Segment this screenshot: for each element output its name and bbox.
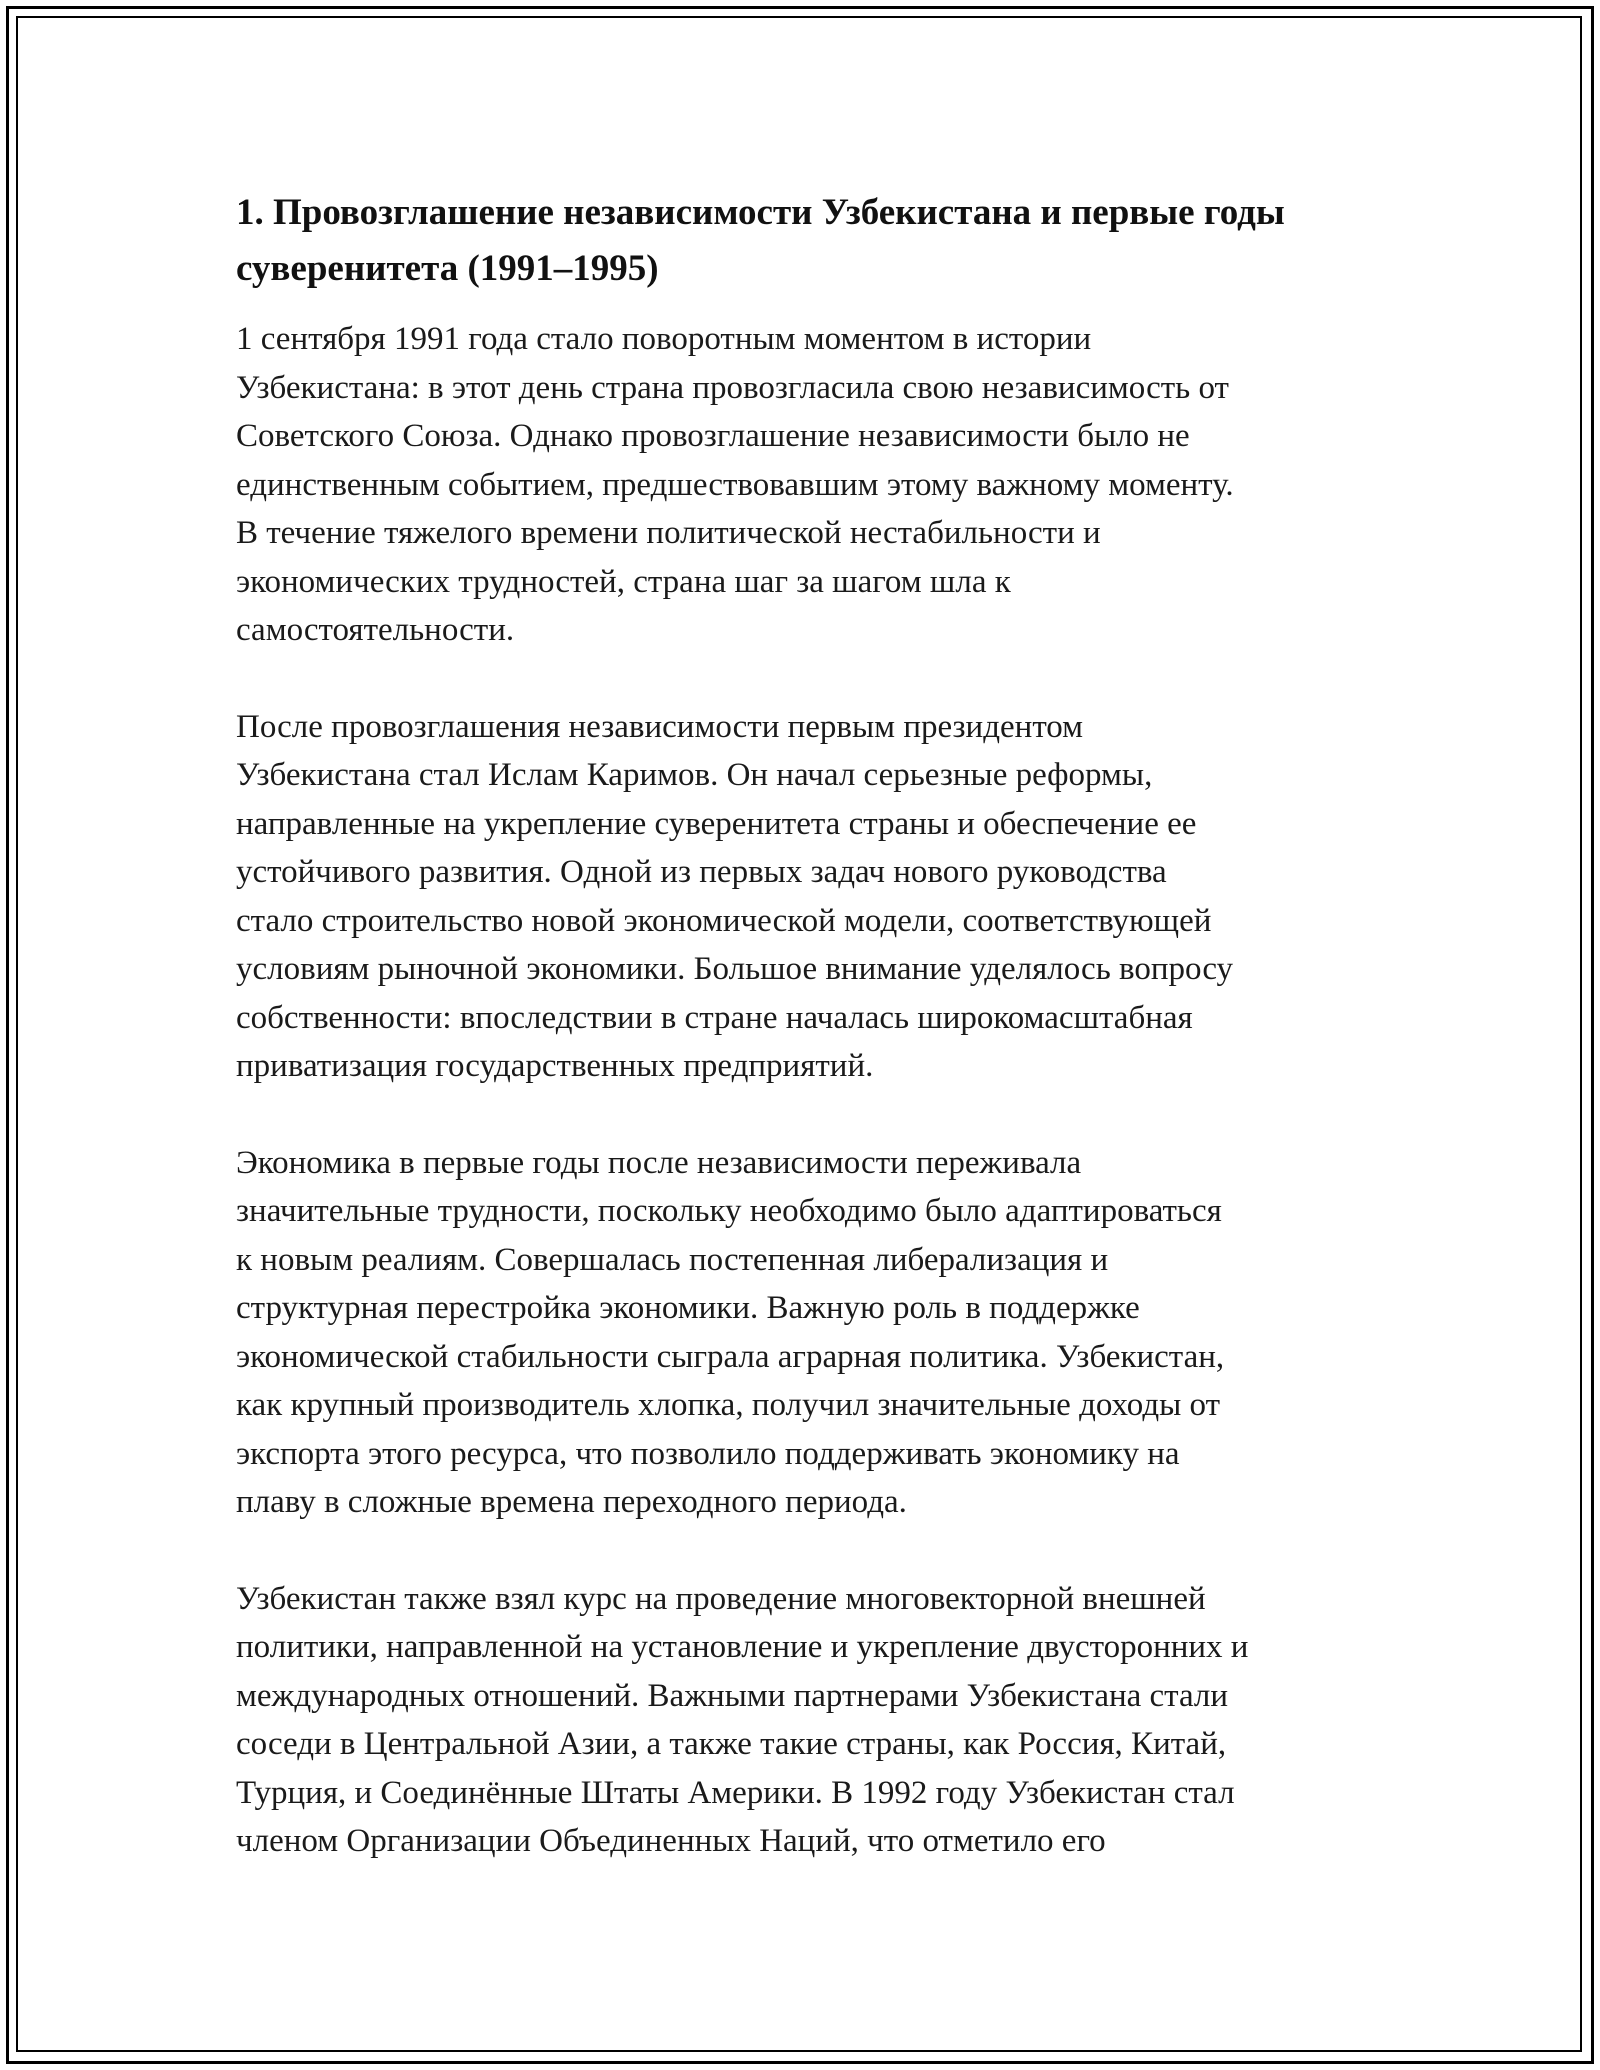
paragraph-karimov-reforms: После провозглашения независимости первым президентом Узбекистана стал Ислам Каримов. Он начал серьезные реформы, направленные на укрепление суверенитета страны и обеспечение ее устойчивого развития. Одной из первых задач нового руководства стало строительство новой экономической модели, соответствующей условиям рыночной экономики. Большое внимание уделялось вопросу собственности: впоследствии в стране началась широкомасштабная приватизация государственных предприятий. [236,708,1234,1084]
document-page [236,185,1376,1914]
section-heading: 1. Провозглашение независимости Узбекистана и первые годы суверенитета (1991–1995) [236,192,1285,289]
paragraph-independence: 1 сентября 1991 года стало поворотным моментом в истории Узбекистана: в этот день страна провозгласила свою независимость от Советского Союза. Однако провозглашение независимости было не единственным событием, предшествовавшим этому важному моменту. В течение тяжелого времени политической нестабильности и экономических трудностей, страна шаг за шагом шла к самостоятельности. [236,321,1234,648]
paragraph-economy: Экономика в первые годы после независимости переживала значительные трудности, поскольку необходимо было адаптироваться к новым реалиям. Совершалась постепенная либерализация и структурная перестройка экономики. Важную роль в поддержке экономической стабильности сыграла аграрная политика. Узбекистан, как крупный производитель хлопка, получил значительные доходы от экспорта этого ресурса, что позволило поддерживать экономику на плаву в сложные времена переходного периода. [236,1144,1225,1520]
paragraph-foreign-policy: Узбекистан также взял курс на проведение многовекторной внешней политики, направленной на установление и укрепление двусторонних и международных отношений. Важными партнерами Узбекистана стали соседи в Центральной Азии, а также такие страны, как Россия, Китай, Турция, и Соединённые Штаты Америки. В 1992 году Узбекистан стал членом Организации Объединенных Наций, что отметило его [236,1580,1249,1859]
